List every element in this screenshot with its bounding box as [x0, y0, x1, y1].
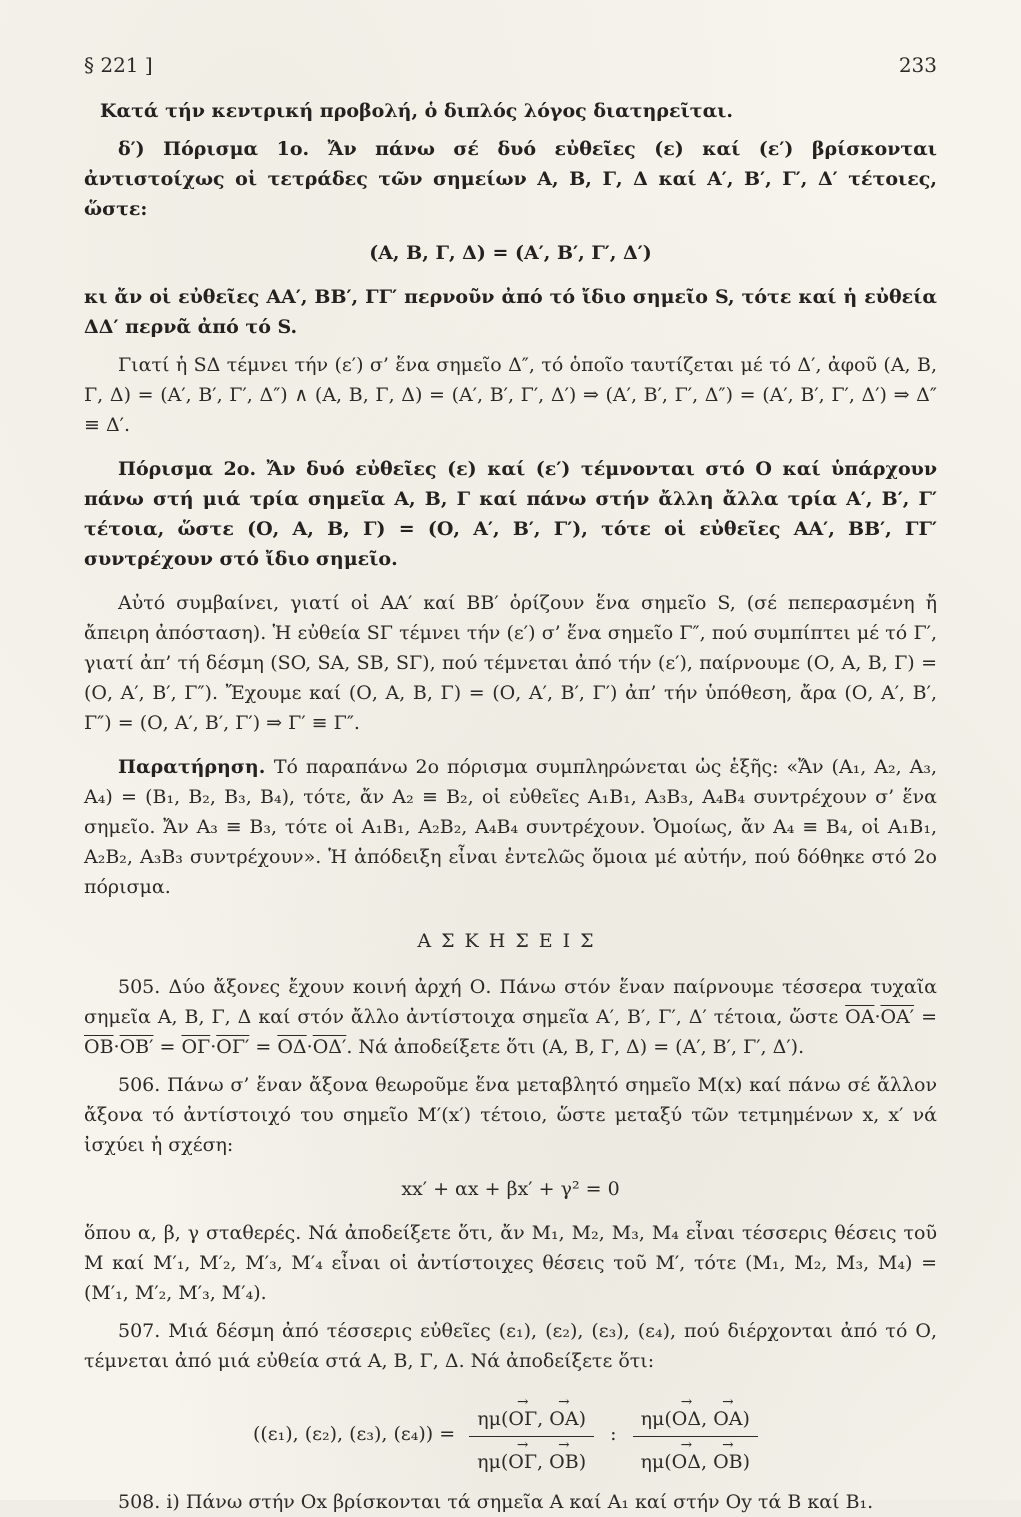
- page-header: [84, 50, 937, 80]
- text-run: Ἄν δυό εὐθεῖες (ε) καί (ε′) τέμνονται στό Ο καί ὑπάρχουν πάνω στή μιά τρία σημεῖα Α, Β, Γ καί πάνω στήν ἄλλη ἄλλα τρία Α′, Β′, Γ′ τέτοια, ὥστε (Ο, Α, Β, Γ) = (Ο, Α′, Β′, Γ′), τότε οἱ εὐθεῖες ΑΑ′, ΒΒ′, ΓΓ′ συντρέχουν στό ἴδιο σημεῖο.: [84, 458, 938, 570]
- text-run: ημ(: [640, 1450, 672, 1473]
- text-run: 505. Δύο ἄξονες ἔχουν κοινή ἀρχή Ο. Πάνω στόν ἕναν παίρνουμε τέσσερα τυχαῖα σημεῖα Α, Β, Γ, Δ καί στόν ἄλλο ἀντίστοιχα σημεῖα Α′, Β′, Γ′, Δ′ τέτοια, ὥστε: [84, 976, 937, 1028]
- text-run: ((ε₁), (ε₂), (ε₃), (ε₄)) =: [252, 1423, 456, 1446]
- text-run: ·: [874, 1006, 881, 1028]
- text-run: Τό παραπάνω 2ο πόρισμα συμπληρώνεται ὡς ἑξῆς: «Ἄν (Α₁, Α₂, Α₃, Α₄) = (Β₁, Β₂, Β₃, Β₄), τότε, ἄν Α₂ ≡ Β₂, οἱ εὐθεῖες Α₁Β₁, Α₃Β₃, Α₄Β₄ συντρέχουν σ’ ἕνα σημεῖο. Ἄν Α₃ ≡ Β₃, τότε οἱ Α₁Β₁, Α₂Β₂, Α₄Β₄ συντρέχουν. Ὁμοίως, ἄν Α₄ ≡ Β₄, οἱ Α₁Β₁, Α₂Β₂, Α₃Β₃ συντρέχουν». Ἡ ἀπόδειξη εἶναι ἐντελῶς ὅμοια μέ αὐτήν, πού δόθηκε στό 2ο πόρισμα.: [84, 756, 937, 898]
- text-run: ,: [701, 1408, 714, 1430]
- corollary-2-statement: [84, 454, 937, 574]
- fraction-numerator: [633, 1392, 759, 1436]
- text-run: Γιατί ἡ SΔ τέμνει τήν (ε′) σ’ ἕνα σημεῖο Δ″, τό ὁποῖο ταυτίζεται μέ τό Δ′, ἀφοῦ (Α, Β, Γ, Δ) = (Α′, Β′, Γ′, Δ″) ∧ (Α, Β, Γ, Δ) = (Α′, Β′, Γ′, Δ′) ⇒ (Α′, Β′, Γ′, Δ″) = (Α′, Β′, Γ′, Δ′) ⇒ Δ″ ≡ Δ′.: [84, 354, 937, 436]
- corollary-2-proof: [84, 588, 937, 738]
- section-label: § 221 ]: [84, 53, 153, 77]
- text-run: Πόρισμα 2ο.: [118, 458, 267, 480]
- page-number: 233: [898, 53, 937, 77]
- text-run: 506. Πάνω σ’ ἕναν ἄξονα θεωροῦμε ἕνα μεταβλητό σημεῖο Μ(x) καί πάνω σέ ἄλλον ἄξονα τό ἀντίστοιχό του σημεῖο Μ′(x′) τέτοιο, ὥστε μεταξύ τῶν τετμημένων x, x′ νά ἰσχύει ἡ σχέση:: [84, 1074, 937, 1156]
- segment-term: ΟΔ′: [312, 1036, 347, 1058]
- text-run: Κατά τήν κεντρική προβολή, ὁ διπλός λόγος διατηρεῖται.: [100, 100, 733, 122]
- corollary-1-statement: [84, 134, 937, 224]
- text-run: 507. Μιά δέσμη ἀπό τέσσερις εὐθεῖες (ε₁), (ε₂), (ε₃), (ε₄), πού διέρχονται ἀπό τό Ο, τέμνεται ἀπό μιά εὐθεία στά Α, Β, Γ, Δ. Νά ἀποδείξετε ὅτι:: [84, 1320, 937, 1372]
- exercise-506-continued: [84, 1218, 937, 1308]
- text-run: Παρατήρηση.: [118, 756, 274, 778]
- text-run: ·: [113, 1036, 120, 1058]
- vector-term: ΟΔ →: [672, 1451, 701, 1475]
- text-run: ,: [537, 1408, 550, 1430]
- segment-term: $\overline{OA}$: [845, 1006, 875, 1028]
- text-run: (Α, Β, Γ, Δ) = (Α′, Β′, Γ′, Δ′): [369, 242, 652, 264]
- remark-paragraph: [84, 752, 937, 902]
- section-heading: [84, 96, 937, 126]
- exercise-507: [84, 1316, 937, 1376]
- vector-term: ΟΔ →: [672, 1408, 701, 1432]
- corollary-1-proof: [84, 350, 937, 440]
- text-run: ημ(: [640, 1408, 672, 1430]
- fraction-numerator: [469, 1392, 594, 1436]
- text-run: 508. i) Πάνω στήν Οx βρίσκονται τά σημεῖα Α καί Α₁ καί στήν Οy τά Β καί Β₁.: [118, 1490, 874, 1513]
- segment-term: ΟΑ′: [880, 1006, 915, 1028]
- text-run: ·: [210, 1036, 217, 1058]
- text-run: ): [742, 1408, 750, 1430]
- segment-term: ΟΓ′: [216, 1036, 250, 1058]
- relation-formula-506: [84, 1174, 937, 1204]
- text-run: ,: [700, 1450, 714, 1473]
- vector-term: ΟΑ →: [549, 1408, 578, 1432]
- text-run: ημ(: [477, 1408, 509, 1430]
- text-run: =: [153, 1036, 182, 1058]
- cross-ratio-sines-formula-507: [84, 1392, 937, 1477]
- text-run: =: [914, 1006, 937, 1028]
- document-body: [84, 96, 937, 1517]
- text-run: . Νά ἀποδείξετε ὅτι (Α, Β, Γ, Δ) = (Α′, Β′, Γ′, Δ′).: [346, 1036, 805, 1058]
- cross-ratio-formula: [84, 238, 937, 268]
- text-run: ): [578, 1408, 586, 1430]
- text-run: δ′) Πόρισμα 1ο.: [118, 138, 328, 160]
- text-run: ): [742, 1450, 751, 1473]
- corollary-1-conclusion: [84, 282, 937, 342]
- text-run: Αὐτό συμβαίνει, γιατί οἱ ΑΑ′ καί ΒΒ′ ὁρίζουν ἕνα σημεῖο S, (σέ πεπερασμένη ἤ ἄπειρη ἀπόσταση). Ἡ εὐθεία SΓ τέμνει τήν (ε′) σ’ ἕνα σημεῖο Γ″, πού συμπίπτει μέ τό Γ′, γιατί ἀπ’ τή δέσμη (SO, SA, SB, SΓ), πού τέμνεται ἀπό τήν (ε′), παίρνουμε (Ο, Α, Β, Γ) = (Ο, Α′, Β′, Γ″). Ἔχουμε καί (Ο, Α, Β, Γ) = (Ο, Α′, Β′, Γ′) ἀπ’ τήν ὑπόθεση, ἄρα (Ο, Α′, Β′, Γ″) = (Ο, Α′, Β′, Γ′) ⇒ Γ′ ≡ Γ″.: [84, 592, 937, 734]
- exercise-508: [84, 1487, 937, 1517]
- segment-term: $\overline{O\Gamma}$: [181, 1036, 211, 1058]
- vector-term: ΟΒ →: [713, 1451, 743, 1475]
- vector-term: ΟΓ →: [508, 1408, 537, 1432]
- ratio-separator: :: [610, 1423, 617, 1446]
- text-run: ημ(: [477, 1450, 509, 1473]
- text-run: xx′ + αx + βx′ + γ² = 0: [401, 1178, 620, 1200]
- segment-term: ΟΒ′: [119, 1036, 154, 1058]
- exercise-505: [84, 972, 937, 1062]
- text-run: ὅπου α, β, γ σταθερές. Νά ἀποδείξετε ὅτι, ἄν Μ₁, Μ₂, Μ₃, Μ₄ εἶναι τέσσερις θέσεις τοῦ Μ καί Μ′₁, Μ′₂, Μ′₃, Μ′₄ εἶναι οἱ ἀντίστοιχες θέσεις τοῦ Μ′, τότε (Μ₁, Μ₂, Μ₃, Μ₄) = (Μ′₁, Μ′₂, Μ′₃, Μ′₄).: [84, 1222, 937, 1304]
- text-run: ,: [537, 1450, 550, 1473]
- text-run: =: [249, 1036, 278, 1058]
- fraction: [633, 1392, 759, 1477]
- text-run: ): [578, 1450, 587, 1473]
- text-run: κι ἄν οἱ εὐθεῖες ΑΑ′, ΒΒ′, ΓΓ′ περνοῦν ἀπό τό ἴδιο σημεῖο S, τότε καί ἡ εὐθεία ΔΔ′ περνᾶ ἀπό τό S.: [84, 286, 937, 338]
- vector-term: ΟΓ →: [508, 1451, 537, 1475]
- segment-term: $\overline{O\Delta}$: [277, 1036, 307, 1058]
- exercises-heading: [84, 926, 937, 956]
- fraction-denominator: [633, 1436, 759, 1477]
- fraction-denominator: [469, 1436, 594, 1477]
- segment-term: $\overline{OB}$: [84, 1036, 114, 1058]
- fraction: [469, 1392, 594, 1477]
- text-run: Ἄν πάνω σέ δυό εὐθεῖες (ε) καί (ε′) βρίσκονται ἀντιστοίχως οἱ τετράδες τῶν σημείων Α, Β, Γ, Δ καί Α′, Β′, Γ′, Δ′ τέτοιες, ὥστε:: [84, 138, 937, 220]
- vector-term: ΟΒ →: [549, 1451, 579, 1475]
- vector-term: ΟΑ →: [713, 1408, 742, 1432]
- exercise-506: [84, 1070, 937, 1160]
- text-run: ·: [306, 1036, 313, 1058]
- text-run: ΑΣΚΗΣΕΙΣ: [417, 930, 604, 952]
